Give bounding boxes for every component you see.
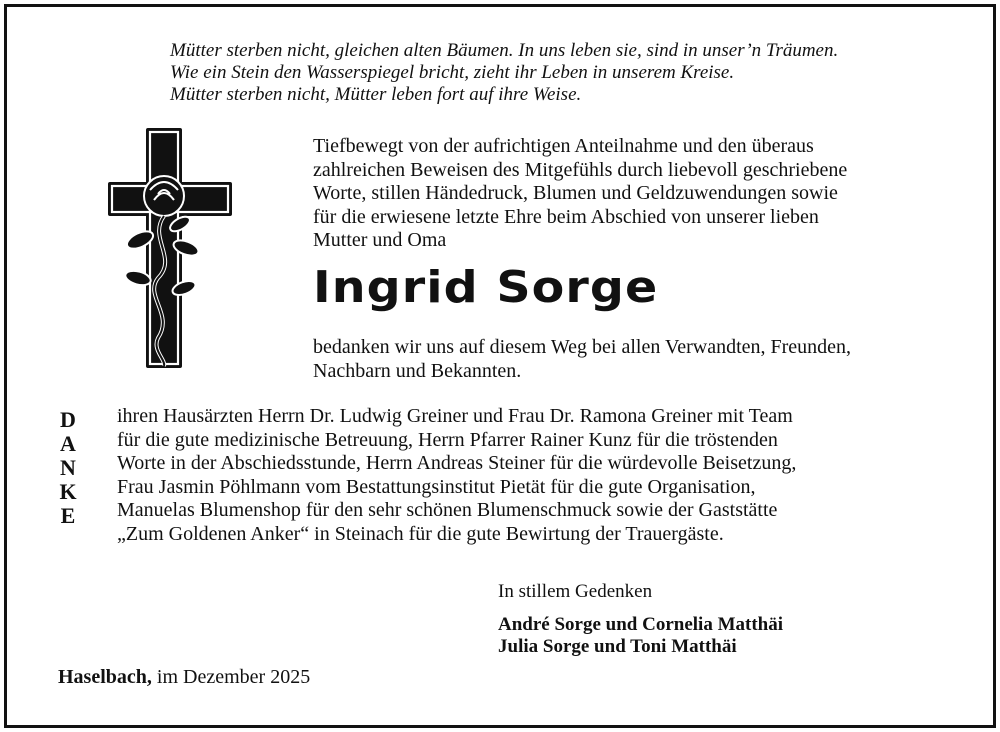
thanks-others [117,405,796,546]
danke-letter: D [60,407,76,432]
intro-line: Worte, stillen Händedruck, Blumen und Geldzuwendungen sowie [313,182,838,204]
thanks-line: Nachbarn und Bekannten. [313,359,522,382]
intro-line: Mutter und Oma [313,229,447,251]
family-signature [498,614,783,658]
place-town: Haselbach, [58,666,152,688]
poem-line: Mütter sterben nicht, gleichen alten Bäumen. In uns leben sie, sind in unser’n Träumen. [170,40,839,61]
thanks-line: „Zum Goldenen Anker“ in Steinach für die gute Bewirtung der Trauergäste. [117,522,724,545]
cross-with-rose-icon [108,128,232,368]
danke-letter: E [60,503,76,528]
family-line: André Sorge und Cornelia Matthäi [498,614,783,635]
intro-line: Tiefbewegt von der aufrichtigen Anteilnahme und den überaus [313,135,814,157]
place-date-text: im Dezember 2025 [156,666,311,688]
intro-line: zahlreichen Beweisen des Mitgefühls durch liebevoll geschriebene [313,158,848,181]
thanks-relatives [313,336,851,383]
poem [170,40,838,106]
intro-line: für die erwiesene letzte Ehre beim Abschied von unserer lieben [313,205,819,228]
intro-text [313,135,953,253]
thanks-line: bedanken wir uns auf diesem Weg bei allen Verwandten, Freunden, [313,336,852,358]
poem-line: Mütter sterben nicht, Mütter leben fort auf ihre Weise. [170,84,582,105]
poem-line: Wie ein Stein den Wasserspiegel bricht, zieht ihr Leben in unserem Kreise. [170,62,735,83]
danke-letter: A [60,431,76,456]
danke-letter: K [59,479,77,504]
thanks-line: Frau Jasmin Pöhlmann vom Bestattungsinstitut Pietät für die gute Organisation, [117,475,756,498]
danke-letter: N [60,455,76,480]
danke-vertical [58,408,78,528]
place-date [58,666,310,689]
family-line: Julia Sorge und Toni Matthäi [498,636,737,657]
thanks-line: Manuelas Blumenshop für den sehr schönen Blumenschmuck sowie der Gaststätte [117,499,778,521]
memory-phrase: In stillem Gedenken [498,581,653,602]
deceased-name: Ingrid Sorge [313,262,659,313]
thanks-line: Worte in der Abschiedsstunde, Herrn Andreas Steiner für die würdevolle Beisetzung, [117,452,797,474]
thanks-line: für die gute medizinische Betreuung, Herrn Pfarrer Rainer Kunz für die tröstenden [117,428,778,451]
thanks-line: ihren Hausärzten Herrn Dr. Ludwig Greiner und Frau Dr. Ramona Greiner mit Team [117,405,793,427]
